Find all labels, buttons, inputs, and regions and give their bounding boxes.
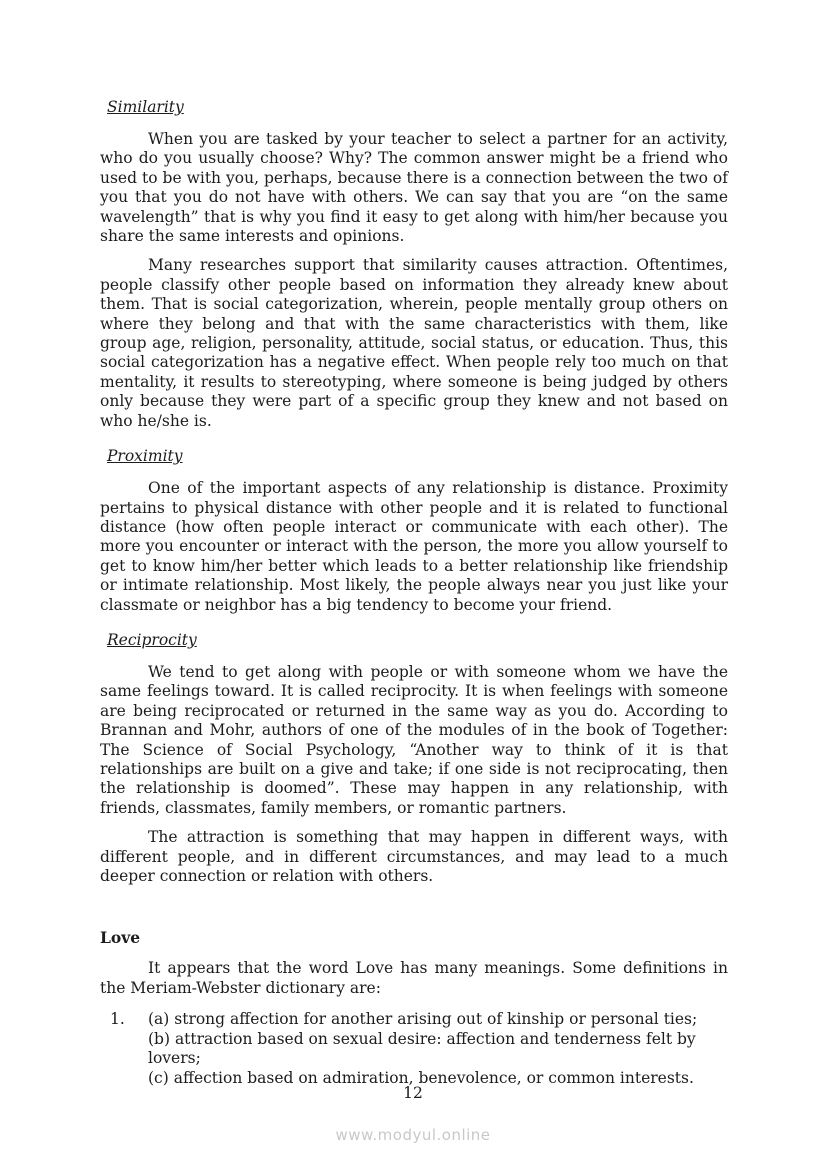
page-content — [100, 98, 728, 1089]
paragraph-proximity-1: One of the important aspects of any relationship is distance. Proximity pertains to physical distance with other people and it is related to functional distance (how often people interact or communicate with each other). The more you encounter or interact with the person, the more you allow yourself to get to know him/her better which leads to a better relationship like friendship or intimate relationship. Most likely, the people always near you just like your classmate or neighbor has a big tendency to become your friend. — [100, 479, 728, 614]
definitions-list — [100, 1010, 728, 1088]
section-heading-similarity: Similarity — [107, 98, 184, 116]
definition-line-b: (b) attraction based on sexual desire: affection and tenderness felt by lovers; — [148, 1029, 696, 1068]
paragraph-love-1: It appears that the word Love has many meanings. Some definitions in the Meriam-Webster dictionary are: — [100, 959, 728, 997]
definition-line-c: (c) affection based on admiration, benevolence, or common interests. — [148, 1069, 694, 1087]
paragraph-similarity-1: When you are tasked by your teacher to select a partner for an activity, who do you usually choose? Why? The common answer might be a friend who used to be with you, perhaps, because there is a connection between the two of you that you do not have with others. We can say that you are “on the same wavelength” that is why you find it easy to get along with him/her because you share the same interests and opinions. — [100, 130, 728, 246]
definition-line-a: (a) strong affection for another arising out of kinship or personal ties; — [148, 1010, 698, 1029]
paragraph-reciprocity-1: We tend to get along with people or with someone whom we have the same feelings toward. It is called reciprocity. It is when feelings with someone are being reciprocated or returned in the same way as you do. According to Brannan and Mohr, authors of one of the modules of in the book of Together: The Science of Social Psychology, “Another way to think of it is that relationships are built on a give and take; if one side is not reciprocating, then the relationship is doomed”. These may happen in any relationship, with friends, classmates, family members, or romantic partners. — [100, 662, 728, 817]
paragraph-reciprocity-2: The attraction is something that may happen in different ways, with different people, and in different circumstances, and may lead to a much deeper connection or relation with others. — [100, 828, 728, 885]
list-item-lines — [148, 1010, 728, 1088]
watermark: www.modyul.online — [335, 1126, 491, 1144]
section-heading-reciprocity: Reciprocity — [107, 630, 197, 649]
section-heading-love: Love — [100, 928, 141, 948]
list-item-number: 1. — [110, 1010, 125, 1029]
paragraph-similarity-2: Many researches support that similarity causes attraction. Oftentimes, people classify other people based on information they already knew about them. That is social categorization, wherein, people mentally group others on where they belong and that with the same characteristics with them, like group age, religion, personality, attitude, social status, or education. Thus, this social categorization has a negative effect. When people rely too much on that mentality, it results to stereotyping, where someone is being judged by others only because they were part of a specific group they knew and not based on who he/she is. — [100, 256, 728, 430]
section-heading-proximity: Proximity — [107, 447, 183, 466]
page-number: 12 — [403, 1084, 423, 1102]
